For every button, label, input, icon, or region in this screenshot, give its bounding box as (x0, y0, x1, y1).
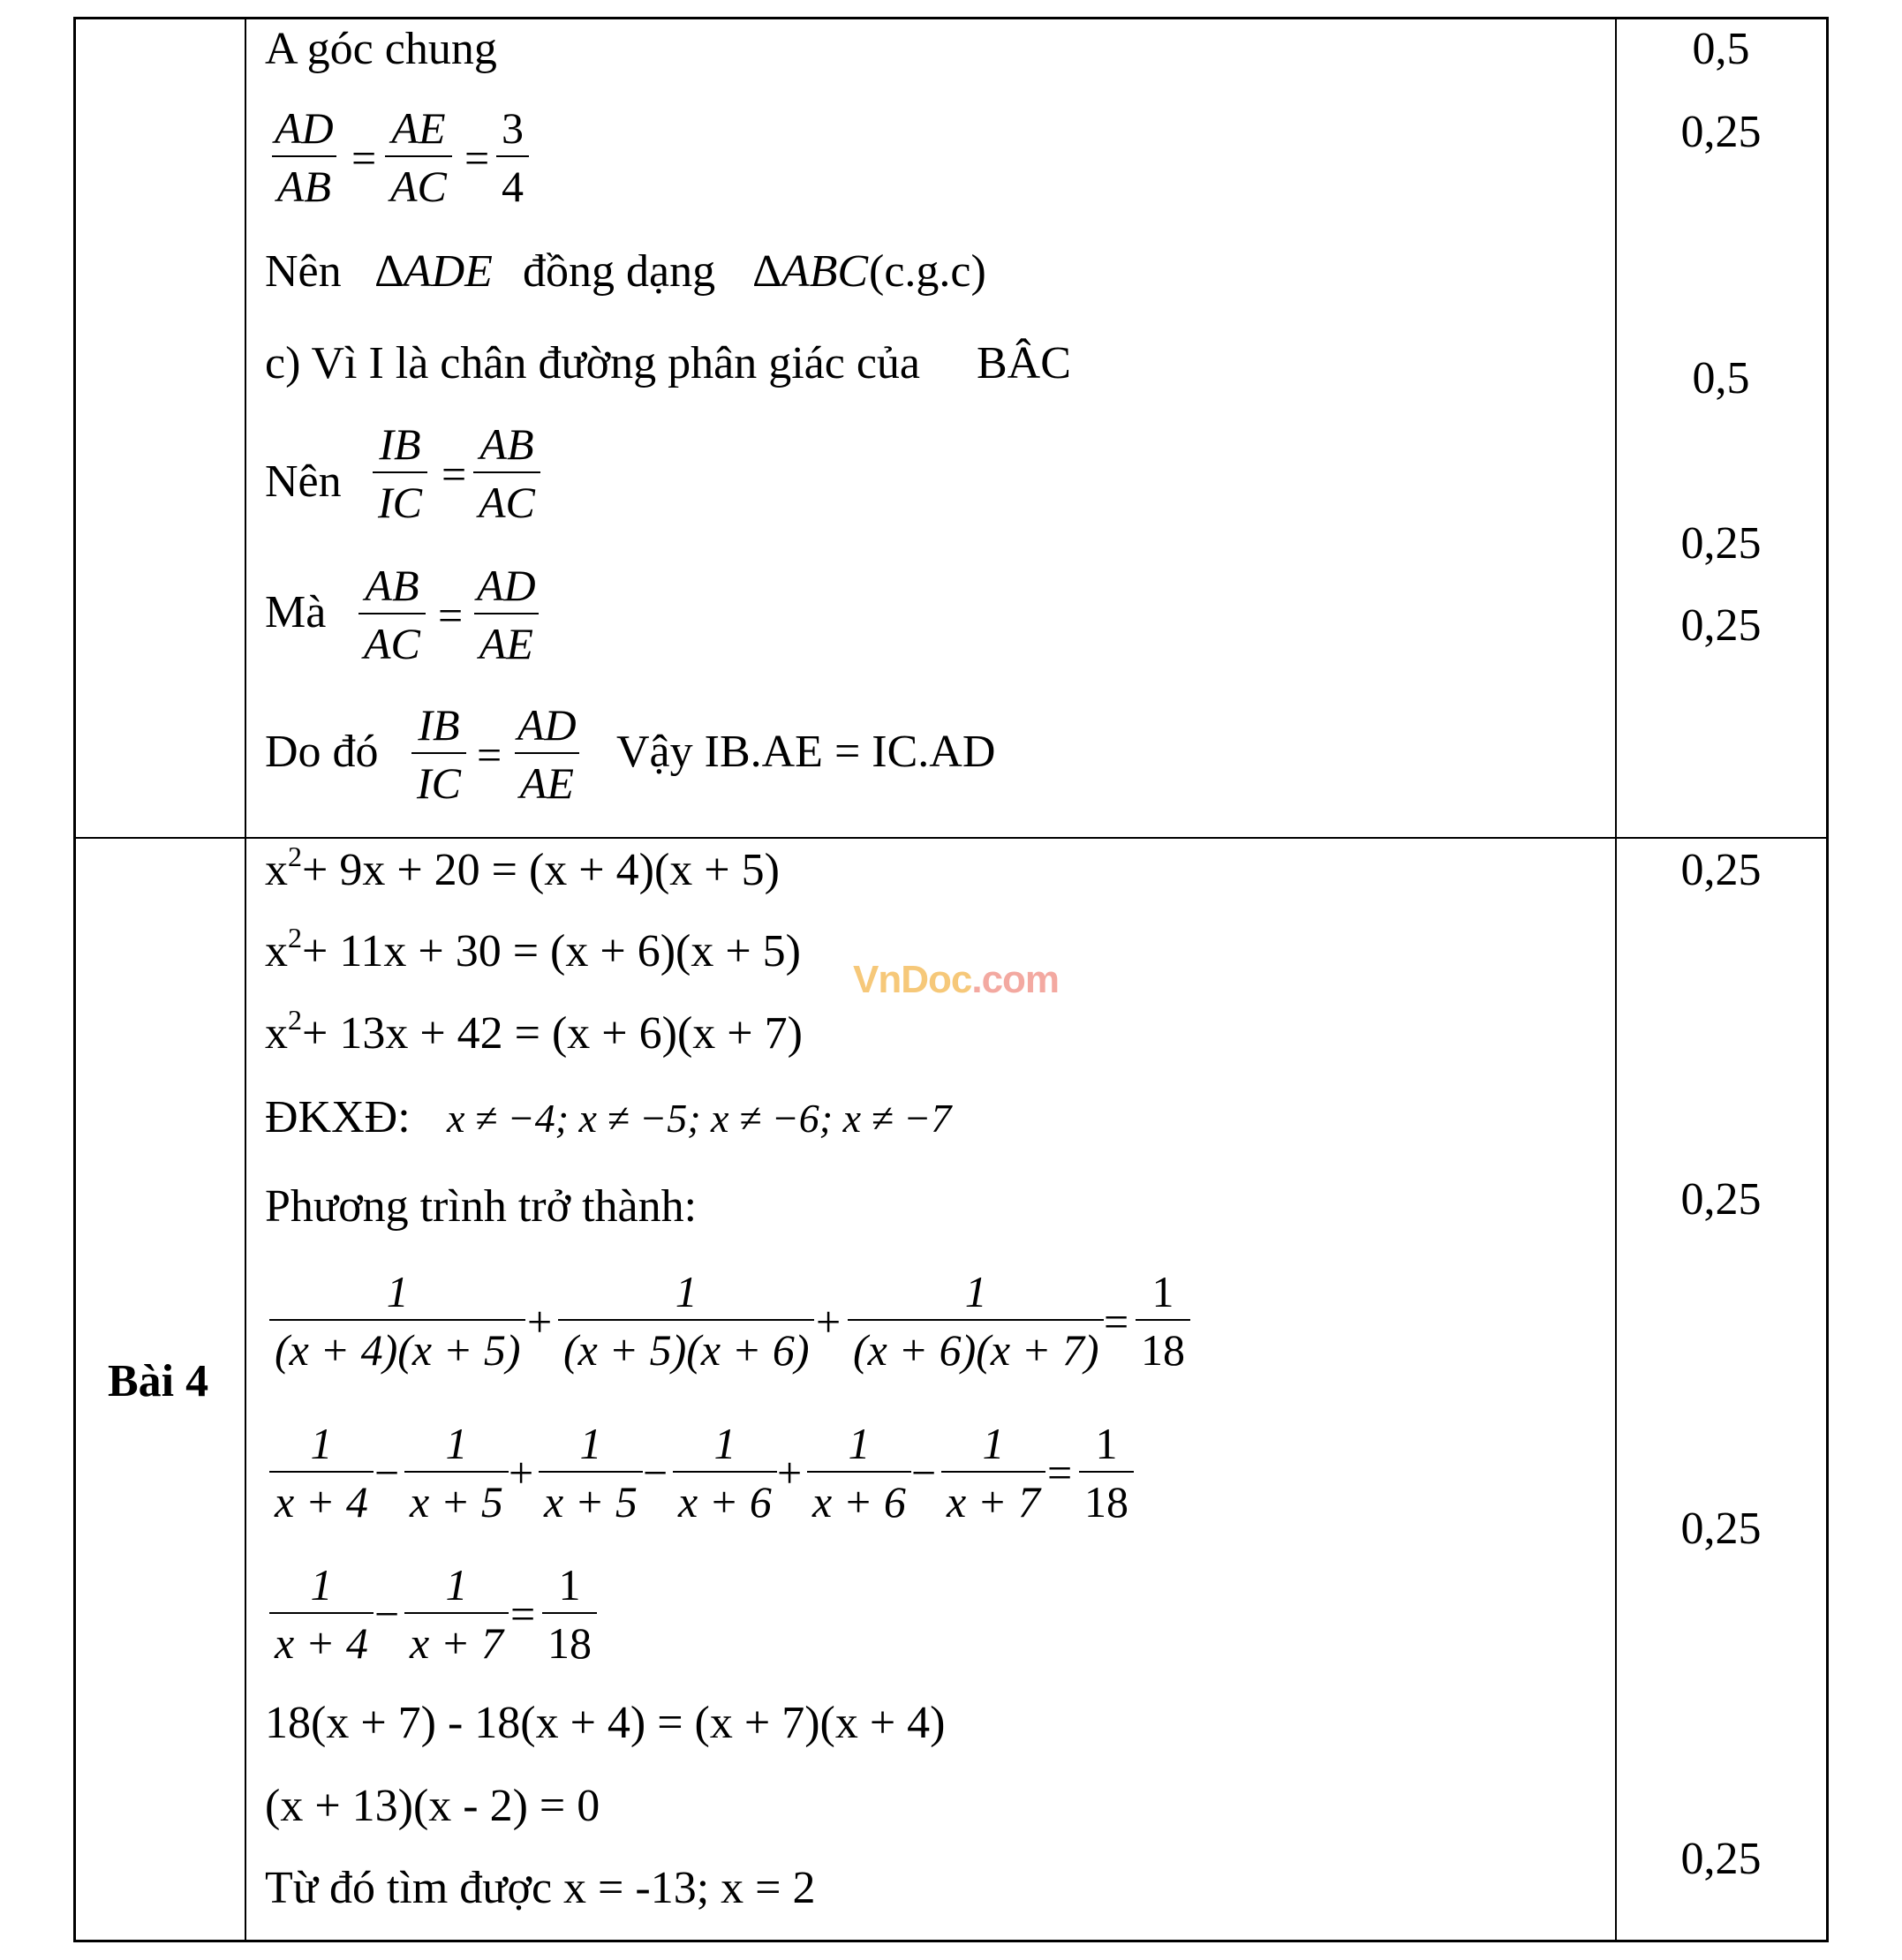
equals-sign: = (477, 730, 502, 780)
angle-bac: BÂC (977, 338, 1071, 388)
fraction-ad-ae: $\frac{AD}{AE}$ (472, 563, 541, 666)
fraction-ad-ae-2: $\frac{AD}{AE}$ (512, 703, 582, 805)
factor-line-1: $x^2+ 9x + 20 = (x + 4)(x + 5)$ (265, 841, 780, 895)
equals-sign: = (1047, 1448, 1073, 1497)
table-border-left (73, 17, 76, 1942)
score: 0,5 (1692, 353, 1750, 403)
score: 0,25 (1680, 1174, 1762, 1225)
plus-sign: + (816, 1297, 842, 1346)
fraction-ad-ab: $\frac{AD}{AB}$ (269, 106, 339, 208)
fraction-ib-ic-2: $\frac{IB}{IC}$ (411, 703, 466, 805)
score: 0,25 (1680, 107, 1762, 157)
triangle-ade: ∆ADE (375, 246, 493, 297)
column-divider-1 (245, 17, 246, 1942)
fraction-b4: $\frac{1}{x + 6}$ (673, 1421, 777, 1524)
fraction-ae-ac: $\frac{AE}{AC}$ (385, 106, 452, 208)
text-do-do: Do đó (265, 727, 379, 777)
score: 0,25 (1680, 600, 1762, 651)
column-divider-2 (1615, 17, 1617, 1942)
text-phan-giac: c) Vì I là chân đường phân giác của (265, 338, 920, 388)
text-solution: Từ đó tìm được x = -13; x = 2 (265, 1863, 816, 1913)
fraction-ib-ic: $\frac{IB}{IC}$ (373, 422, 427, 524)
score: 0,25 (1680, 1504, 1762, 1554)
plus-sign: + (777, 1448, 803, 1497)
score: 0,5 (1692, 24, 1750, 74)
equals-sign: = (464, 133, 490, 183)
section-label: Bài 4 (108, 1356, 209, 1406)
text-a-goc-chung: A góc chung (265, 24, 497, 74)
fraction-c2: $\frac{1}{x + 7}$ (404, 1563, 509, 1665)
score: 0,25 (1680, 1834, 1762, 1884)
fraction-b-right: $\frac{1}{18}$ (1079, 1421, 1134, 1524)
fraction-a2: $\frac{1}{(x + 5)(x + 6)}$ (558, 1270, 814, 1372)
text-cgc: (c.g.c) (869, 246, 986, 297)
score: 0,25 (1680, 518, 1762, 569)
equals-sign: = (351, 133, 377, 183)
fraction-b2: $\frac{1}{x + 5}$ (404, 1421, 509, 1524)
factor-line-3: $x^2+ 13x + 42 = (x + 6)(x + 7)$ (265, 1004, 803, 1059)
table-border-top (73, 17, 1829, 19)
minus-sign: − (374, 1448, 400, 1497)
text-nen: Nên (265, 246, 342, 297)
minus-sign: − (911, 1448, 937, 1497)
factor-line-2: $x^2+ 11x + 30 = (x + 6)(x + 5)$ (265, 922, 801, 976)
fraction-b5: $\frac{1}{x + 6}$ (807, 1421, 911, 1524)
fraction-a-right: $\frac{1}{18}$ (1136, 1270, 1190, 1372)
fraction-c1: $\frac{1}{x + 4}$ (269, 1563, 374, 1665)
fraction-3-4: $\frac{3}{4}$ (496, 106, 529, 208)
fraction-ab-ac: $\frac{AB}{AC}$ (473, 422, 540, 524)
fraction-b3: $\frac{1}{x + 5}$ (539, 1421, 643, 1524)
text-vay-ib-ae: Vậy IB.AE = IC.AD (616, 727, 996, 777)
equals-sign: = (510, 1589, 536, 1639)
score: 0,25 (1680, 845, 1762, 895)
minus-sign: − (643, 1448, 668, 1497)
fraction-ab-ac-2: $\frac{AB}{AC}$ (359, 563, 426, 666)
text-ma: Mà (265, 587, 327, 637)
plus-sign: + (527, 1297, 553, 1346)
triangle-abc: ∆ABC (753, 246, 869, 297)
equals-sign: = (438, 591, 464, 640)
fraction-c-right: $\frac{1}{18}$ (542, 1563, 597, 1665)
text-dong-dang: đồng dạng (523, 246, 716, 297)
plus-sign: + (509, 1448, 534, 1497)
text-factored: (x + 13)(x - 2) = 0 (265, 1781, 600, 1831)
equals-sign: = (1104, 1297, 1129, 1346)
fraction-a3: $\frac{1}{(x + 6)(x + 7)}$ (848, 1270, 1104, 1372)
text-phuong-trinh: Phương trình trở thành: (265, 1181, 698, 1232)
minus-sign: − (374, 1589, 400, 1639)
table-border-bottom (73, 1940, 1829, 1942)
equals-sign: = (442, 449, 467, 499)
fraction-b1: $\frac{1}{x + 4}$ (269, 1421, 374, 1524)
dkxd-label: ĐKXĐ: (265, 1092, 411, 1142)
text-nen-2: Nên (265, 456, 342, 507)
dkxd-conditions: x ≠ −4; x ≠ −5; x ≠ −6; x ≠ −7 (447, 1096, 952, 1141)
fraction-b6: $\frac{1}{x + 7}$ (941, 1421, 1045, 1524)
table-border-right (1826, 17, 1829, 1942)
vndoc-watermark: VnDoc.com (853, 958, 1060, 1001)
fraction-a1: $\frac{1}{(x + 4)(x + 5)}$ (269, 1270, 525, 1372)
text-expand: 18(x + 7) - 18(x + 4) = (x + 7)(x + 4) (265, 1698, 946, 1748)
row-divider (73, 837, 1829, 839)
